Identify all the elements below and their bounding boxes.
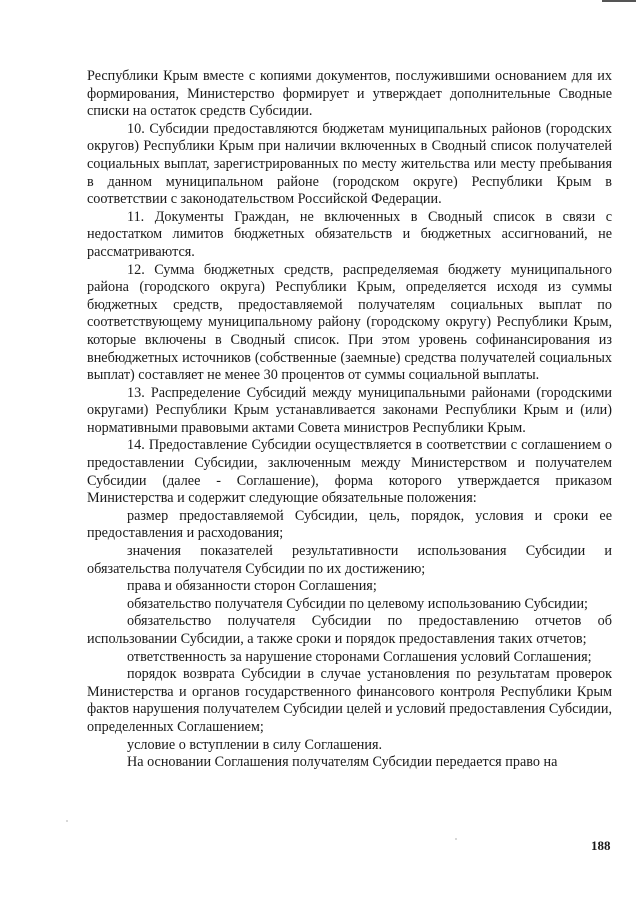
paragraph-10: 10. Субсидии предоставляются бюджетам муниципальных районов (городских округов) Республики Крым при наличии включенных в Сводный список получателей социальных выплат, зарегистрированных по месту жительства или месту пребывания в данном муниципальном районе (городском округе) Республики Крым в соответствии с законодательством Российской Федерации. — [87, 120, 612, 208]
paragraph-closing: На основании Соглашения получателям Субсидии передается право на — [127, 754, 558, 771]
paragraph-12: 12. Сумма бюджетных средств, распределяемая бюджету муниципального района (городского округа) Республики Крым, определяется исходя из суммы бюджетных средств, предоставляемой получателям социальных выплат по соответствующему муниципальному району (городскому округу) Республики Крым, которые включены в Сводный список. При этом уровень софинансирования из внебюджетных источников (собственные (заемные) средства получателей социальных выплат) составляет не менее 30 процентов от суммы социальной выплаты. — [87, 261, 612, 384]
list-item: обязательство получателя Субсидии по целевому использованию Субсидии; — [127, 595, 588, 612]
list-item: обязательство получателя Субсидии по предоставлению отчетов об использовании Субсидии, а также сроки и порядок предоставления таких отчетов; — [87, 613, 612, 647]
scan-speck — [455, 838, 457, 840]
paragraph-14: 14. Предоставление Субсидии осуществляется в соответствии с соглашением о предоставлении Субсидии, заключенным между Министерством и получателем Субсидии (далее - Соглашение), форма которого утверждается приказом Министерства и содержит следующие обязательные положения: — [87, 437, 612, 507]
scan-edge-mark — [602, 0, 636, 2]
list-item: порядок возврата Субсидии в случае установления по результатам проверок Министерства и органов государственного финансового контроля Республики Крым фактов нарушения получателем Субсидии целей и условий предоставления Субсидии, определенных Соглашением; — [87, 666, 612, 735]
scan-speck — [66, 820, 68, 822]
paragraph-11: 11. Документы Граждан, не включенных в Сводный список в связи с недостатком лимитов бюджетных обязательств и бюджетных ассигнований, не рассматриваются. — [87, 208, 612, 260]
list-item: условие о вступлении в силу Соглашения. — [127, 736, 383, 753]
page-number: 188 — [591, 838, 611, 853]
list-item: значения показателей результативности использования Субсидии и обязательства получателя Субсидии по их достижению; — [87, 543, 612, 577]
list-item: ответственность за нарушение сторонами Соглашения условий Соглашения; — [127, 648, 592, 665]
paragraph-continuation: Республики Крым вместе с копиями документов, послужившими основанием для их формирования, Министерство формирует и утверждает дополнительные Сводные списки на остаток средств Субсидии. — [87, 68, 612, 120]
list-item: права и обязанности сторон Соглашения; — [127, 578, 377, 595]
list-item: размер предоставляемой Субсидии, цель, порядок, условия и сроки ее предоставления и расходования; — [87, 507, 612, 542]
document-body — [87, 68, 612, 772]
paragraph-13: 13. Распределение Субсидий между муниципальными районами (городскими округами) Республики Крым устанавливается законами Республики Крым и (или) нормативными правовыми актами Совета министров Республики Крым. — [87, 384, 612, 436]
